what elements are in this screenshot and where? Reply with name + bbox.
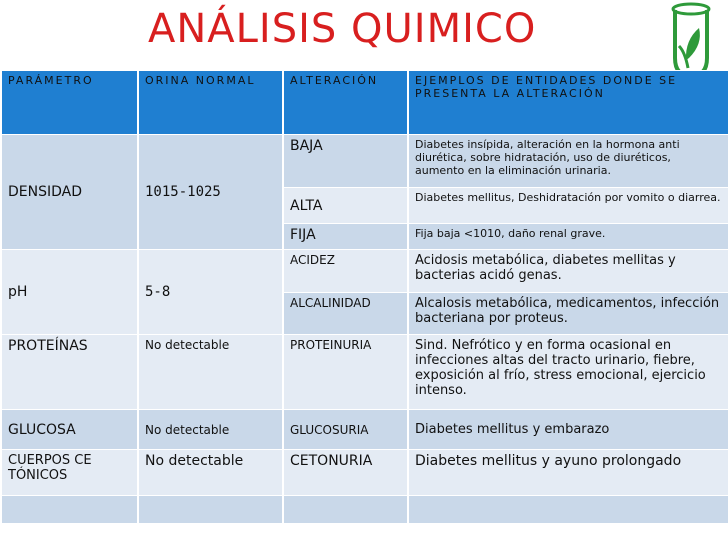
table-header-row [1,71,728,135]
page-title: ANÁLISIS QUIMICO [148,6,537,52]
cell-orina-ph: 5-8 [138,250,283,335]
cell-alteracion-alta: ALTA [283,188,408,224]
cell-ejemplo-acidez: Acidosis metabólica, diabetes mellitas y bacterias acidó genas. [408,250,728,293]
cell-alteracion-cetonuria: CETONURIA [283,450,408,496]
table-row [1,335,728,410]
cell-ejemplo-fija: Fija baja <1010, daño renal grave. [408,224,728,250]
cell-ejemplo-glucosuria: Diabetes mellitus y embarazo [408,410,728,450]
cell-alteracion-glucosuria: GLUCOSURIA [283,410,408,450]
cell-parametro-glucosa: GLUCOSA [1,410,138,450]
cell-orina-glucosa: No detectable [138,410,283,450]
cell-alteracion-proteinuria: PROTEINURIA [283,335,408,410]
cell-orina-proteinas: No detectable [138,335,283,410]
cell-parametro-ph: pH [1,250,138,335]
table-row [1,496,728,524]
cell-alteracion-fija: FIJA [283,224,408,250]
cell-alteracion-baja: BAJA [283,135,408,188]
cell-alteracion-acidez: ACIDEZ [283,250,408,293]
cell-parametro-densidad: DENSIDAD [1,135,138,250]
table-row [1,450,728,496]
table-row [1,410,728,450]
cell-orina-densidad: 1015-1025 [138,135,283,250]
analysis-table [0,70,728,524]
table-row [1,135,728,188]
header-orina-normal: ORINA NORMAL [138,71,283,135]
cell-ejemplo-alta: Diabetes mellitus, Deshidratación por vomito o diarrea. [408,188,728,224]
cell-ejemplo-alcalinidad: Alcalosis metabólica, medicamentos, infección bacteriana por proteus. [408,293,728,335]
table-row [1,250,728,293]
header-ejemplos: EJEMPLOS DE ENTIDADES DONDE SE PRESENTA LA ALTERACIÓN [408,71,728,135]
empty-cell [283,496,408,524]
header-alteracion: ALTERACIÓN [283,71,408,135]
cell-ejemplo-proteinuria: Sind. Nefrótico y en forma ocasional en infecciones altas del tracto urinario, fiebre, exposición al frío, stress emocional, ejercicio intenso. [408,335,728,410]
empty-cell [138,496,283,524]
cell-alteracion-alcalinidad: ALCALINIDAD [283,293,408,335]
header-parametro: PARÁMETRO [1,71,138,135]
cell-ejemplo-cetonuria: Diabetes mellitus y ayuno prolongado [408,450,728,496]
test-tube-leaf-icon [655,0,725,80]
cell-orina-cuerpos: No detectable [138,450,283,496]
empty-cell [1,496,138,524]
cell-ejemplo-baja: Diabetes insípida, alteración en la hormona anti diurética, sobre hidratación, uso de diuréticos, aumento en la eliminación urinaria. [408,135,728,188]
empty-cell [408,496,728,524]
cell-parametro-proteinas: PROTEÍNAS [1,335,138,410]
cell-parametro-cuerpos: CUERPOS CE TÓNICOS [1,450,138,496]
